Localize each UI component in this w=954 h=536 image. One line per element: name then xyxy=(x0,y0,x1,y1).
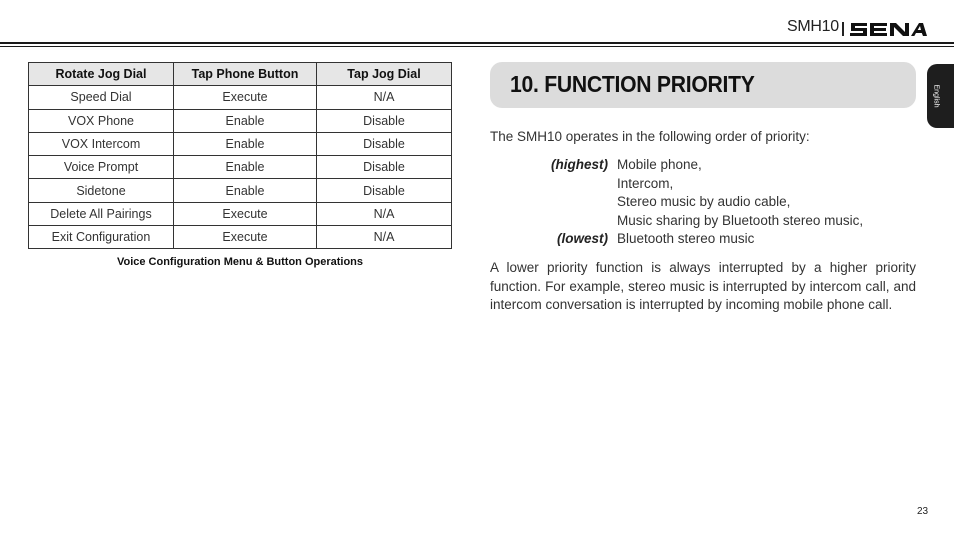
table-cell: Disable xyxy=(317,132,452,155)
header-separator xyxy=(842,22,844,36)
priority-item: Bluetooth stereo music xyxy=(617,231,755,246)
table-cell: Speed Dial xyxy=(29,86,174,109)
table-cell: Execute xyxy=(174,202,317,225)
voice-config-table xyxy=(28,62,452,249)
table-caption: Voice Configuration Menu & Button Operations xyxy=(116,256,364,268)
table-row xyxy=(29,86,452,109)
priority-item: Mobile phone, xyxy=(617,157,702,172)
table-header-cell: Tap Jog Dial xyxy=(317,63,452,86)
table-cell: Delete All Pairings xyxy=(29,202,174,225)
table-header-cell: Rotate Jog Dial xyxy=(29,63,174,86)
priority-item: Music sharing by Bluetooth stereo music, xyxy=(617,212,864,228)
table-cell: N/A xyxy=(317,202,452,225)
table-cell: N/A xyxy=(317,86,452,109)
language-tab xyxy=(927,64,954,128)
table-cell: Execute xyxy=(174,86,317,109)
table-cell: Voice Prompt xyxy=(29,156,174,179)
header-model-name: SMH10 xyxy=(787,18,839,35)
table-cell: N/A xyxy=(317,226,452,249)
table-row xyxy=(29,109,452,132)
table-cell: Execute xyxy=(174,226,317,249)
table-cell: Disable xyxy=(317,109,452,132)
header-rule-thick xyxy=(0,42,954,44)
table-row xyxy=(29,179,452,202)
priority-lowest-label: (lowest) xyxy=(556,231,608,246)
sena-logo xyxy=(849,21,927,38)
table-cell: Enable xyxy=(174,109,317,132)
priority-item: Stereo music by audio cable, xyxy=(617,194,791,209)
table-header-cell: Tap Phone Button xyxy=(174,63,317,86)
language-tab-label: English xyxy=(932,84,940,108)
section-title: 10. FUNCTION PRIORITY xyxy=(510,71,755,97)
table-row xyxy=(29,156,452,179)
priority-highest-label: (highest) xyxy=(551,157,608,172)
body-paragraph: A lower priority function is always interrupted by a higher priority function. For example, stereo music is interrupted by intercom call, and intercom conversation is interrupted by incoming mobile phone call. xyxy=(490,260,916,313)
table-cell: Exit Configuration xyxy=(29,226,174,249)
table-row xyxy=(29,202,452,225)
table-cell: Disable xyxy=(317,179,452,202)
page-number: 23 xyxy=(917,506,929,517)
table-cell: Disable xyxy=(317,156,452,179)
table-header-row xyxy=(29,63,452,86)
table-cell: Enable xyxy=(174,179,317,202)
table-cell: VOX Intercom xyxy=(29,132,174,155)
priority-item: Intercom, xyxy=(617,175,674,191)
table-cell: Sidetone xyxy=(29,179,174,202)
table-cell: Enable xyxy=(174,156,317,179)
table-cell: Enable xyxy=(174,132,317,155)
table-row xyxy=(29,226,452,249)
intro-text: The SMH10 operates in the following order of priority: xyxy=(490,129,810,144)
table-row xyxy=(29,132,452,155)
table-cell: VOX Phone xyxy=(29,109,174,132)
header-rule-thin xyxy=(0,46,954,47)
